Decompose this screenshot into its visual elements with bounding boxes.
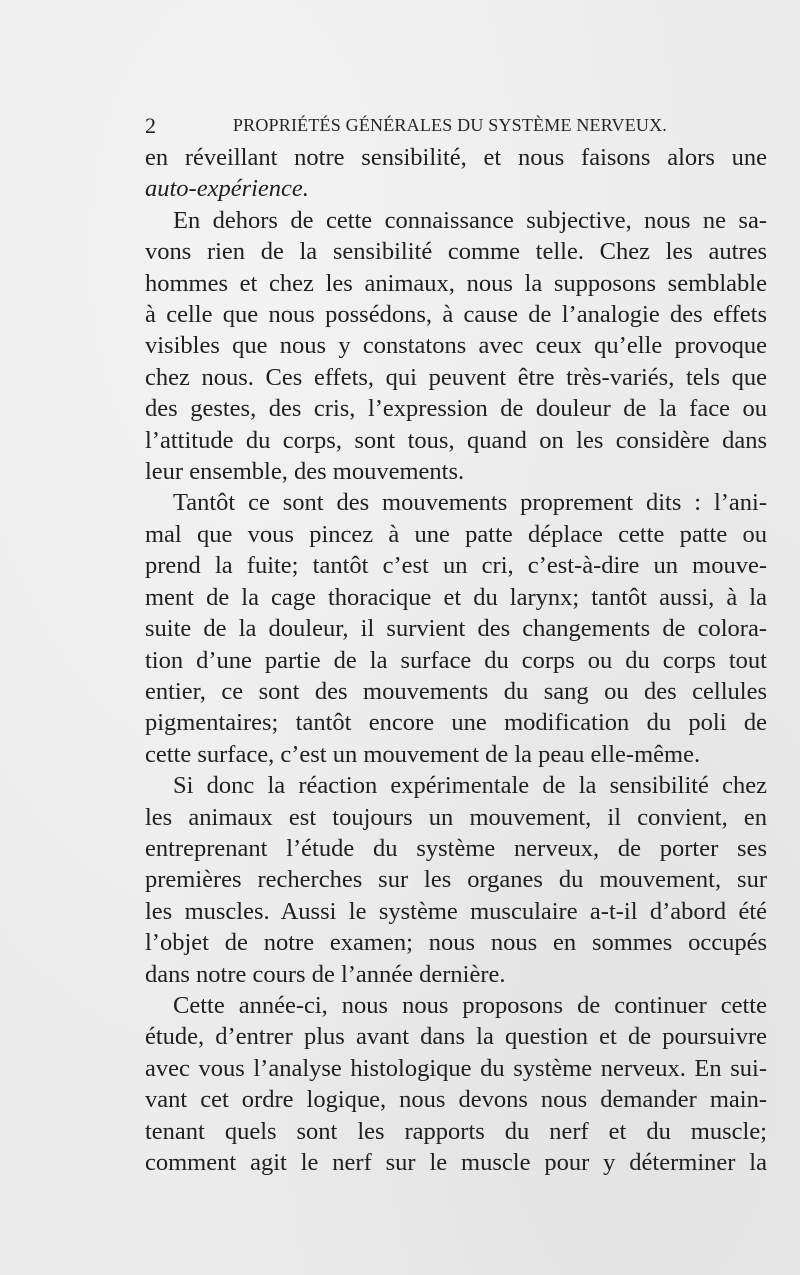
text-line: mal que vous pincez à une patte déplace cette patte ou — [145, 520, 767, 548]
paragraph — [145, 770, 767, 990]
page-header — [145, 113, 667, 141]
text-line: comment agit le nerf sur le muscle pour y déterminer la — [145, 1149, 767, 1176]
text-line: étude, d’entrer plus avant dans la question et de poursuivre — [145, 1023, 767, 1051]
paragraph — [145, 487, 767, 770]
text-line: auto-expérience. — [145, 175, 309, 203]
text-line: des gestes, des cris, l’expression de douleur de la face ou — [145, 395, 767, 423]
text-line: en réveillant notre sensibilité, et nous faisons alors une — [145, 144, 767, 171]
text-line: premières recherches sur les organes du mouvement, sur — [145, 866, 767, 894]
text-line: cette surface, c’est un mouvement de la peau elle-même. — [145, 740, 701, 768]
text-line: hommes et chez les animaux, nous la supposons semblable — [145, 269, 767, 297]
text-line: Cette année-ci, nous nous proposons de continuer cette — [173, 991, 767, 1019]
page-number: 2 — [145, 113, 156, 138]
text-line: visibles que nous y constatons avec ceux qu’elle provoque — [145, 332, 767, 360]
text-line: leur ensemble, des mouvements. — [145, 458, 465, 486]
text-line: entier, ce sont des mouvements du sang ou des cellules — [145, 677, 767, 705]
text-line: l’attitude du corps, sont tous, quand on les considère dans — [145, 426, 767, 454]
text-line: entreprenant l’étude du système nerveux, de porter ses — [145, 834, 767, 862]
paragraph — [145, 990, 767, 1178]
text-line: chez nous. Ces effets, qui peuvent être très-variés, tels que — [145, 363, 767, 391]
text-line: à celle que nous possédons, à cause de l’analogie des effets — [145, 301, 767, 329]
text-line: vant cet ordre logique, nous devons nous demander main- — [145, 1086, 767, 1114]
text-line: vons rien de la sensibilité comme telle. Chez les autres — [145, 238, 767, 266]
text-line: prend la fuite; tantôt c’est un cri, c’est-à-dire un mouve- — [145, 552, 767, 580]
body-text — [145, 142, 767, 1178]
paragraph-continuation — [145, 142, 767, 205]
text-line: Si donc la réaction expérimentale de la sensibilité chez — [173, 772, 767, 800]
text-line: les muscles. Aussi le système musculaire a-t-il d’abord été — [145, 897, 767, 925]
text-line: l’objet de notre examen; nous nous en sommes occupés — [145, 929, 767, 957]
running-head: PROPRIÉTÉS GÉNÉRALES DU SYSTÈME NERVEUX. — [232, 115, 667, 135]
text-line: Tantôt ce sont des mouvements proprement dits : l’ani- — [173, 489, 767, 517]
text-line: avec vous l’analyse histologique du système nerveux. En sui- — [145, 1054, 767, 1082]
text-line: tion d’une partie de la surface du corps ou du corps tout — [145, 646, 767, 674]
text-line: tenant quels sont les rapports du nerf et du muscle; — [145, 1117, 767, 1145]
text-line: dans notre cours de l’année dernière. — [145, 960, 506, 988]
text-line: En dehors de cette connaissance subjective, nous ne sa- — [173, 206, 767, 234]
text-line: les animaux est toujours un mouvement, il convient, en — [145, 803, 767, 831]
text-line: pigmentaires; tantôt encore une modification du poli de — [145, 709, 767, 737]
text-line: ment de la cage thoracique et du larynx; tantôt aussi, à la — [145, 583, 767, 611]
text-line: suite de la douleur, il survient des changements de colora- — [145, 615, 767, 643]
paragraph — [145, 205, 767, 488]
